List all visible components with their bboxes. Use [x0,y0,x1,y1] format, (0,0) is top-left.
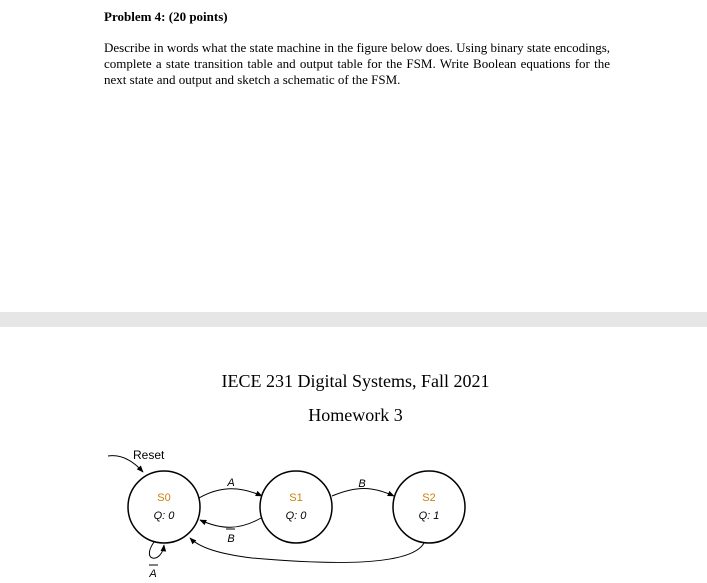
problem-heading: Problem 4: (20 points) [104,9,228,24]
state-s1-name: S1 [289,492,303,504]
edge-s0-s1 [199,489,262,498]
state-s1-output: Q: 0 [285,510,307,522]
edge-s0-self [149,542,164,558]
edge-s0-self-label: A [149,568,157,580]
state-s2-name: S2 [422,492,436,504]
state-s0-name: S0 [157,492,171,504]
edge-s1-s0 [200,518,261,527]
state-s2 [393,471,465,543]
course-title: IECE 231 Digital Systems, Fall 2021 [221,371,490,391]
homework-title: Homework 3 [308,405,403,425]
page-divider [0,312,707,327]
reset-label: Reset [133,448,165,462]
fsm-diagram [0,440,707,583]
problem-description: Describe in words what the state machine in the figure below does. Using binary state encodings, complete a state transition table and output table for the FSM. Write Boolean equations for the next state and output and sketch a schematic of the FSM. [104,40,610,87]
edge-s1-s0-label: B [227,533,235,545]
state-s0-output: Q: 0 [153,510,175,522]
state-s2-output: Q: 1 [418,510,440,522]
state-s0 [128,471,200,543]
edge-s0-s1-label: A [227,477,235,489]
state-s1 [260,471,332,543]
edge-s1-s2-label: B [358,478,366,490]
